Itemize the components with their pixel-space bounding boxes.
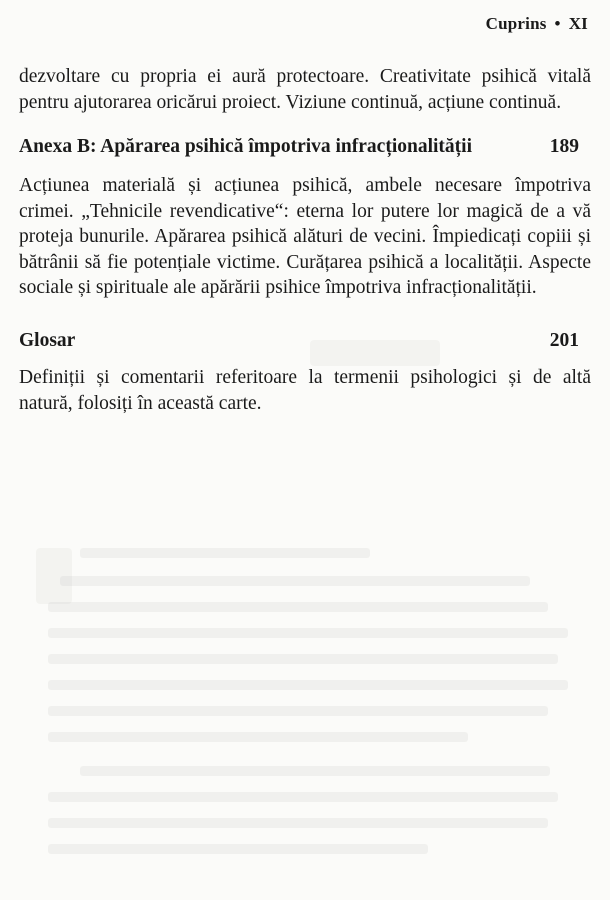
intro-line: dezvoltare cu propria ei aură protectoare. Creativitate psihică vitală [19, 66, 591, 87]
intro-line: pentru ajutorarea oricărui proiect. Viziune continuă, acțiune continuă. [19, 91, 562, 113]
toc-entry-heading [19, 136, 591, 158]
summary-line: proteja bunurile. Apărarea psihică alături de vecini. Împiedicați copiii și [19, 226, 591, 247]
summary-line: crimei. „Tehnicile revendicative“: eterna lor putere lor magică de a vă [19, 200, 591, 222]
summary-line: sociale și spirituale ale apărării psihice împotriva infracționalității. [19, 277, 537, 298]
running-head [486, 14, 588, 34]
running-head-page-number: XI [568, 14, 588, 33]
toc-entry-page: 201 [549, 330, 579, 351]
intro-paragraph [19, 64, 591, 115]
toc-entry-title: Anexa B: Apărarea psihică împotriva infracționalității [19, 136, 472, 157]
toc-entry-page: 189 [549, 136, 579, 157]
running-head-separator: • [554, 14, 561, 33]
summary-line: Definiții și comentarii referitoare la termenii psihologici și de altă [19, 367, 591, 388]
toc-entry-summary [19, 365, 591, 416]
summary-line: natură, folosiți în această carte. [19, 392, 262, 414]
toc-entry-title: Glosar [19, 330, 76, 351]
toc-entry-summary [19, 173, 591, 301]
summary-line: bătrânii să fie potențiale victime. Curățarea psihică a localității. Aspecte [19, 251, 591, 273]
toc-entry-heading [19, 330, 591, 352]
running-head-section: Cuprins [485, 14, 547, 33]
summary-line: Acțiunea materială și acțiunea psihică, ambele necesare împotriva [19, 175, 591, 196]
